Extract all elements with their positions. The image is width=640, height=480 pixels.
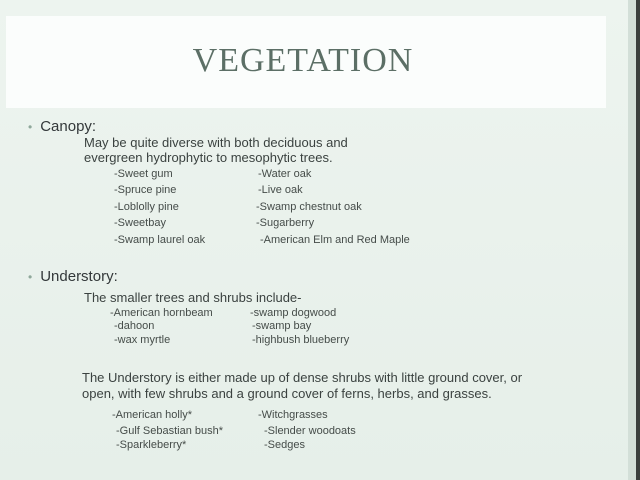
- understory-left2-item: -Sparkleberry*: [116, 439, 187, 451]
- understory-right-item: -swamp dogwood: [250, 307, 337, 319]
- understory-right2-item: -Slender woodoats: [264, 425, 356, 437]
- canopy-right-item: -Sugarberry: [256, 217, 315, 229]
- canopy-right-item: -American Elm and Red Maple: [260, 234, 410, 246]
- understory-left-item: -American hornbeam: [110, 307, 213, 319]
- understory-bullet: [28, 268, 118, 285]
- understory-left-item: -wax myrtle: [114, 334, 171, 346]
- understory-left-item: -dahoon: [114, 320, 155, 332]
- canopy-right-item: -Live oak: [258, 184, 303, 196]
- understory-intro: The smaller trees and shrubs include-: [84, 290, 302, 305]
- understory-right2-item: -Sedges: [264, 439, 305, 451]
- understory-right-item: -swamp bay: [252, 320, 312, 332]
- slide-title: VEGETATION: [192, 42, 414, 79]
- canopy-desc-line2: evergreen hydrophytic to mesophytic trees.: [84, 150, 333, 165]
- understory-para-line2: open, with few shrubs and a ground cover of ferns, herbs, and grasses.: [82, 386, 492, 401]
- canopy-left-item: -Sweetbay: [114, 217, 166, 229]
- canopy-left-item: -Loblolly pine: [114, 201, 179, 213]
- canopy-right-item: -Water oak: [258, 168, 312, 180]
- canopy-bullet: [28, 118, 96, 135]
- bullet-dot-icon: •: [28, 270, 33, 284]
- canopy-desc-line1: May be quite diverse with both deciduous and: [84, 135, 348, 150]
- canopy-left-item: -Spruce pine: [114, 184, 177, 196]
- understory-para-line1: The Understory is either made up of dense shrubs with little ground cover, or: [82, 370, 523, 385]
- understory-left2-item: -American holly*: [112, 409, 193, 421]
- understory-right-item: -highbush blueberry: [252, 334, 350, 346]
- understory-heading: Understory:: [40, 268, 118, 285]
- canopy-right-item: -Swamp chestnut oak: [256, 201, 362, 213]
- canopy-left-item: -Swamp laurel oak: [114, 234, 206, 246]
- canopy-heading: Canopy:: [40, 118, 97, 135]
- bullet-dot-icon: •: [28, 120, 33, 134]
- understory-left2-item: -Gulf Sebastian bush*: [116, 425, 224, 437]
- canopy-left-item: -Sweet gum: [114, 168, 173, 180]
- window-edge: [636, 0, 640, 480]
- understory-right2-item: -Witchgrasses: [258, 409, 328, 421]
